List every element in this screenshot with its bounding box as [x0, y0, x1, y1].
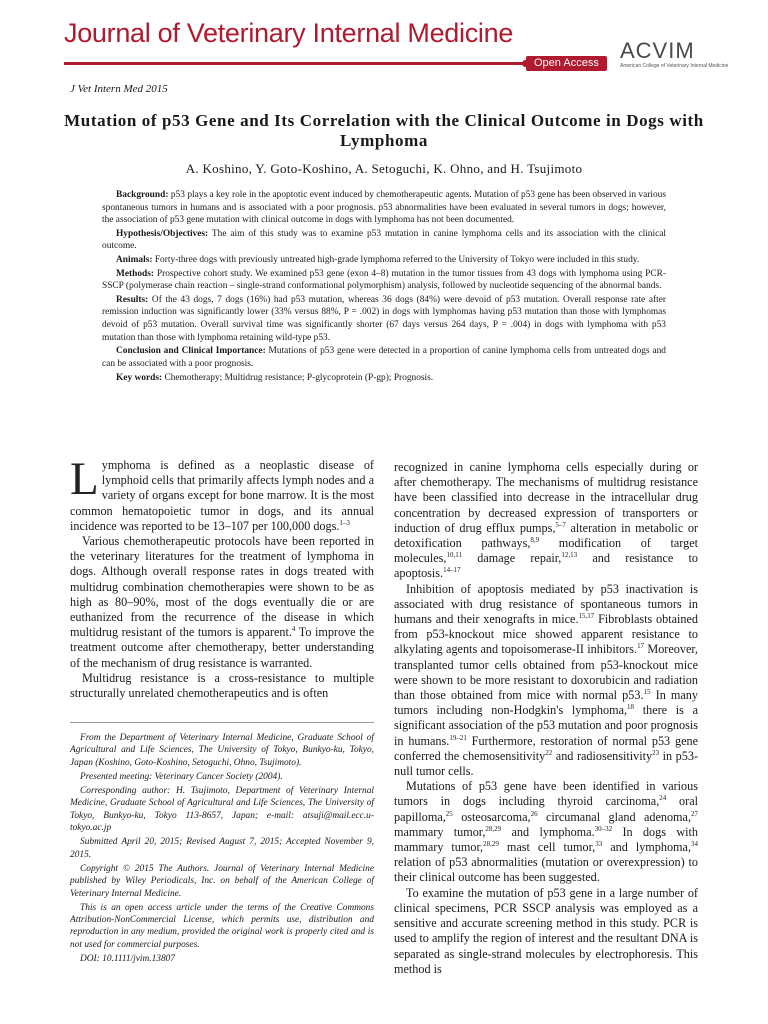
- body-text: damage repair,: [461, 551, 562, 566]
- acvim-logo-word: ACVIM: [620, 38, 695, 63]
- citation-ref[interactable]: 23: [652, 748, 660, 757]
- acvim-logo: [620, 38, 729, 78]
- body-text: oral papilloma,: [394, 794, 698, 824]
- abstract: [102, 189, 666, 386]
- citation-ref[interactable]: 25: [445, 809, 453, 818]
- citation-ref[interactable]: 8,9: [530, 535, 540, 544]
- body-text: modification of target molecules,: [394, 536, 699, 566]
- citation-ref[interactable]: 26: [530, 809, 538, 818]
- body-text: Furthermore, restoration of normal p53 gene conferred the chemosensitivity: [394, 733, 699, 763]
- citation-ref[interactable]: 17: [637, 642, 645, 651]
- citation-ref[interactable]: 24: [659, 794, 667, 803]
- body-text: recognized in canine lymphoma cells especially during or after chemotherapy. The mechanisms of multidrug resistance have been classified into decrease in the intracellular drug concentration by decreased expression of transporters or induction of drug efflux pumps,: [394, 460, 698, 535]
- body-text: Mutations of p53 gene have been identified in various tumors in dogs including thyroid carcinoma,: [394, 779, 698, 809]
- abstract-label: Results:: [116, 294, 149, 305]
- citation-ref[interactable]: 4: [291, 625, 296, 634]
- abstract-results: [102, 294, 666, 344]
- abstract-text: Mutations of p53 gene were detected in a proportion of canine lymphoma cells from untreated dogs and can be associated with a poor prognosis.: [102, 346, 666, 369]
- abstract-text: The aim of this study was to examine p53 mutation in canine lymphoma cells and its association with the clinical outcome.: [102, 228, 666, 252]
- footnote-divider: [70, 722, 374, 723]
- citation-ref[interactable]: 33: [595, 840, 603, 849]
- body-paragraph: [70, 453, 374, 534]
- body-paragraph: [394, 779, 698, 885]
- acvim-logo-tagline: American College of Veterinary Internal Medicine: [620, 63, 729, 69]
- journal-citation: J Vet Intern Med 2015: [70, 83, 168, 95]
- citation-ref[interactable]: 18: [627, 703, 635, 712]
- citation-ref[interactable]: 15: [643, 687, 651, 696]
- body-paragraph: [70, 671, 374, 701]
- citation-ref[interactable]: 28,29: [485, 824, 502, 833]
- abstract-text: Forty-three dogs with previously untreated high-grade lymphoma referred to the University of Tokyo were included in this study.: [154, 254, 640, 265]
- body-text: osteosarcoma,: [452, 809, 531, 824]
- body-text: alteration in metabolic or detoxification pathways,: [394, 520, 698, 551]
- citation-ref[interactable]: 12,13: [561, 551, 578, 560]
- body-column-right: [394, 460, 698, 977]
- citation-ref[interactable]: 22: [545, 748, 553, 757]
- footnote-affiliation: From the Department of Veterinary Internal Medicine, Graduate School of Agricultural and Life Sciences, The University of Tokyo, Bunkyo-ku, Tokyo, Japan (Koshino, Goto-Koshino, Setoguchi, Ohno, Tsujimoto).: [70, 733, 374, 768]
- abstract-label: Background:: [116, 190, 169, 200]
- citation-ref[interactable]: 14–17: [443, 566, 461, 575]
- abstract-text: Of the 43 dogs, 7 dogs (16%) had p53 mutation, whereas 36 dogs (84%) were devoid of p53 mutation. Overall response rate after remission induction was significantly lower (33% versus 88%, P = .002) in dogs with lymphomas having p53 mutation than those with lymphomas devoid of p53 mutation. Overall survival time was significantly shorter (67 days versus 264 days, P = .004) in dogs with lymphoma with p53 mutation than those with lymphoma retaining wild-type p53.: [102, 294, 667, 343]
- body-paragraph: [70, 534, 374, 671]
- article-title: Mutation of p53 Gene and Its Correlation with the Clinical Outcome in Dogs with Lymphoma: [64, 111, 704, 150]
- footnote-copyright: Copyright © 2015 The Authors. Journal of Veterinary Internal Medicine published by Wiley Periodicals, Inc. on behalf of the American College of Veterinary Internal Medicine.: [70, 863, 374, 899]
- citation-ref[interactable]: 30–32: [594, 824, 613, 833]
- body-text: To examine the mutation of p53 gene in a large number of clinical specimens, PCR SSCP analysis was employed as a sensitive and accurate screening method in this study. PCR is used to amplify the region of interest and the resultant DNA is separated as single-strand molecules by electrophoresis. This method is: [394, 885, 698, 976]
- footnote-submitted: Submitted April 20, 2015; Revised August 7, 2015; Accepted November 9, 2015.: [70, 837, 374, 860]
- body-paragraph: [394, 460, 698, 582]
- journal-title: Journal of Veterinary Internal Medicine: [64, 18, 514, 48]
- drop-cap: L: [70, 453, 99, 505]
- abstract-animals: [102, 254, 666, 267]
- abstract-label: Key words:: [116, 373, 163, 384]
- body-text: in p53-null tumor cells.: [394, 748, 699, 779]
- body-text: and resistance to apoptosis.: [394, 551, 699, 581]
- body-paragraph: [394, 886, 698, 977]
- body-column-left: [70, 453, 374, 701]
- footnotes: [70, 732, 374, 967]
- header-rule: [64, 62, 524, 65]
- abstract-background: [102, 189, 666, 227]
- body-text: mammary tumor,: [394, 824, 486, 839]
- body-text: and lymphoma.: [501, 824, 595, 839]
- body-text: Various chemotherapeutic protocols have been reported in the veterinary literatures for the treatment of lymphoma in dogs. Although overall response rates in dogs treated with multidrug combination chemotherapies were shown to be as high as 80–90%, most of the dogs eventually die or are euthanized from the recurrence of the disease in which multidrug resistant of the tumors is apparent.: [70, 534, 374, 640]
- body-text: Multidrug resistance is a cross-resistance to multiple structurally unrelated chemotherapeutics and is often: [70, 670, 374, 701]
- abstract-text: p53 plays a key role in the apoptotic event induced by chemotherapeutic agents. Mutation of p53 gene has been observed in various spontaneous tumors in humans and is associated with a poor prognosis. p53 abnormalities have been evaluated in several tumors in dogs; however, the association of p53 gene mutation with clinical outcome in dogs with lymphoma has not been documented.: [102, 190, 667, 226]
- body-text: mast cell tumor,: [498, 840, 596, 855]
- citation-ref[interactable]: 5–7: [555, 520, 566, 529]
- body-paragraph: [394, 582, 698, 780]
- citation-ref[interactable]: 15,17: [578, 611, 595, 620]
- body-text: In dogs with mammary tumor,: [394, 824, 698, 855]
- body-text: Fibroblasts obtained from p53-knockout mice showed apparent resistance to alkylating agents and topoisomerase-II inhibitors.: [394, 612, 699, 657]
- abstract-label: Hypothesis/Objectives:: [116, 228, 209, 239]
- abstract-text: Chemotherapy; Multidrug resistance; P-glycoprotein (P-gp); Prognosis.: [164, 373, 434, 384]
- citation-ref[interactable]: 28,29: [483, 840, 499, 849]
- abstract-label: Methods:: [116, 268, 155, 279]
- body-text: there is a significant association of the p53 mutation and poor prognosis in humans.: [394, 703, 698, 748]
- footnote-license: This is an open access article under the terms of the Creative Commons Attribution-NonCommercial License, which permits use, distribution and reproduction in any medium, provided the original work is properly cited and is not used for commercial purposes.: [70, 902, 374, 950]
- abstract-label: Animals:: [116, 254, 153, 265]
- abstract-label: Conclusion and Clinical Importance:: [116, 346, 266, 357]
- citation-ref[interactable]: 19–21: [449, 733, 467, 742]
- footnote-corresponding: Corresponding author: H. Tsujimoto, Department of Veterinary Internal Medicine, Graduate School of Agricultural and Life Sciences, The University of Tokyo, Bunkyo-ku, Tokyo 113-8657, Japan; e-mail: atsuji@mail.ecc.u-tokyo.ac.jp: [70, 786, 374, 834]
- citation-ref[interactable]: 1–3: [339, 518, 350, 527]
- body-text: ymphoma is defined as a neoplastic disease of lymphoid cells that primarily affects lymph nodes and a variety of organs except for bone marrow. It is the most common hematopoietic tumor in dogs, and its annual incidence was reported to be 13–107 per 100,000 dogs.: [70, 458, 374, 533]
- body-text: Moreover, transplanted tumor cells obtained from p53-knockout mice were shown to be more resistant to doxorubicin and radiation than those obtained from mice with normal p53.: [394, 642, 698, 703]
- body-text: In many tumors including non-Hodgkin's lymphoma,: [394, 688, 698, 718]
- author-list: A. Koshino, Y. Goto-Koshino, A. Setoguchi, K. Ohno, and H. Tsujimoto: [185, 161, 583, 176]
- abstract-keywords: [102, 372, 666, 385]
- body-text: and radiosensitivity: [552, 748, 653, 763]
- journal-header: [64, 18, 729, 78]
- citation-ref[interactable]: 34: [691, 840, 698, 849]
- citation-ref[interactable]: 27: [691, 809, 698, 818]
- abstract-hypothesis: [102, 228, 666, 253]
- footnote-presented: Presented meeting: Veterinary Cancer Society (2004).: [80, 771, 283, 782]
- citation-ref[interactable]: 10,11: [446, 551, 462, 560]
- body-text: and lymphoma,: [602, 840, 691, 855]
- body-text: relation of p53 abnormalities (mutation or overexpression) to their clinical outcome has been suggested.: [394, 855, 698, 885]
- abstract-methods: [102, 268, 666, 293]
- open-access-badge[interactable]: Open Access: [526, 56, 607, 71]
- abstract-text: Prospective cohort study. We examined p53 gene (exon 4–8) mutation in the tumor tissues from 43 dogs with lymphoma using PCR-SSCP (polymerase chain reaction – single-strand conformational polymorphism) analysis, followed by nucleotide sequencing of the abnormal bands.: [102, 268, 666, 292]
- body-text: circumanal gland adenoma,: [537, 809, 691, 824]
- body-text: Inhibition of apoptosis mediated by p53 inactivation is associated with drug resistance of spontaneous tumors in humans and their xenografts in mice.: [394, 581, 698, 627]
- abstract-conclusion: [102, 345, 666, 370]
- body-text: To improve the treatment outcome after chemotherapy, better understanding of the mechanism of drug resistance is warranted.: [70, 625, 374, 670]
- footnote-doi[interactable]: DOI: 10.1111/jvim.13807: [80, 954, 176, 965]
